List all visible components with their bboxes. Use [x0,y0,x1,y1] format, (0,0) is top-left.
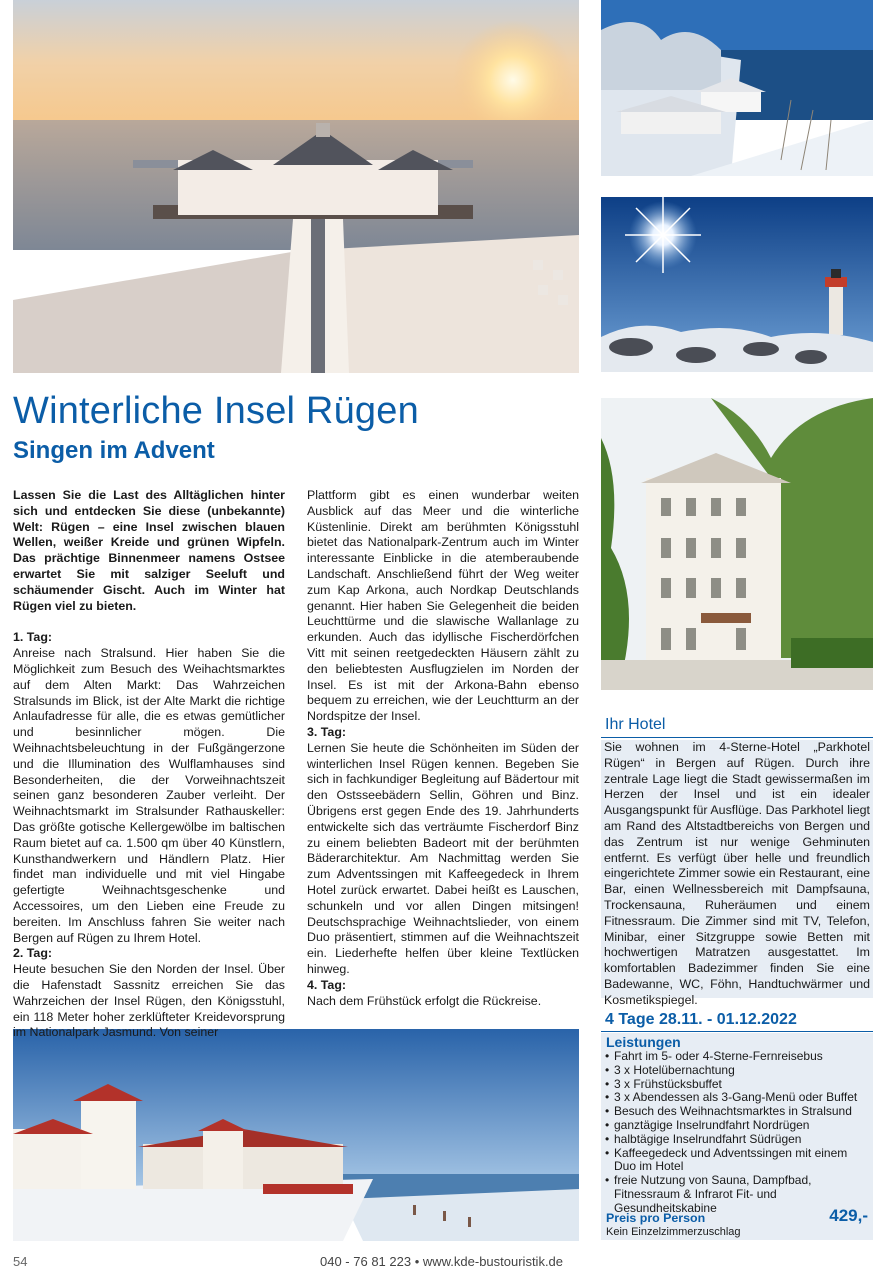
day-2-text-part-2: Plattform gibt es einen wunderbar weiten Ausblick auf das Meer und die winterliche Küstenlinie. Direkt am berühmten Königsstuhl bietet das Nationalpark-Zentrum auch im Winter interessante Einblicke in die atemberaubende Landschaft. Anschließend führt der Weg weiter zum Kap Arkona, auch Nordkap Deutschlands genannt. Hier haben Sie Gelegenheit die beiden Leuchttürme und die slawische Wallanlage zu erkunden. Auch das idyllische Fischerdörfchen Vitt mit seinen reetgedeckten Häusern zählt zu den beliebtesten Ausflugzielen im Norden der Insel. Es ist mit der Arkona-Bahn ebenso bequem zu erreichen, wie der Leuchtturm an der Nordspitze der Insel. [307,488,579,724]
trip-dates: 4 Tage 28.11. - 01.12.2022 [605,1011,797,1028]
photo-snowy-coast [601,0,873,176]
day-4-heading: 4. Tag: [307,977,347,992]
hotel-description: Sie wohnen im 4-Sterne-Hotel „Parkhotel Rügen“ in Bergen auf Rügen. Durch ihre zentrale Lage liegt die Stadt gewissermaßen im Herzen der Insel und ist ein idealer Ausgangspunkt für Ausflüge. Das Parkhotel liegt am Rand des Altstadtbereichs von Bergen und das Zentrum ist nur wenige Gehminuten entfernt. Es verfügt über helle und freundlich eingerichtete Zimmer sowie ein Restaurant, eine Bar, einen Wellnessbereich mit Dampfsauna, Trockensauna, Ruheräumen und einem Fitnessraum. Die Zimmer sind mit TV, Telefon, Minibar, einer Sitzgruppe sowie Betten mit hochwertigen Matratzen ausgestattet. Im komfortablen Badezimmer finden Sie eine Badewanne, WC, Föhn, Handtuchwärmer und Kosmetikspiegel. [604,740,870,1007]
services-heading: Leistungen [606,1034,681,1050]
day-1-text: Anreise nach Stralsund. Hier haben Sie die Möglichkeit zum Besuch des Weihachtsmarktes auf dem Alten Markt: Das Wahrzeichen Stralsunds im Blick, ist der Alte Markt die richtige Anlaufadresse für alle, die es etwas gemütlicher und besinnlicher mögen. Die Weihnachtsbeleuchtung in der Fußgängerzone und die Illumination des Wulflamhauses sind Besonderheiten, die der Vorweihnachtszeit seinen ganz besonderen Zauber verleiht. Der Weihnachtsmarkt im Stralsunder Rathauskeller: Das größte gotische Kellergewölbe im baltischen Raum bietet auf ca. 1.500 qm über 40 Künstlern, Kunsthandwerkern und Händlern Platz. Hier findet man individuelle und mit viel Hingabe gefertigte Weihnachtsgeschenke und Accessoires, um den Lieben eine Freude zu bereiten. Im Anschluss fahren Sie weiter nach Bergen auf Rügen zu Ihrem Hotel. [13,646,285,945]
price-note: Kein Einzelzimmerzuschlag [606,1226,741,1238]
photo-kurhaus-beach [13,1029,579,1241]
list-item: • Kaffeegedeck und Adventssingen mit einem Duo im Hotel [605,1147,869,1175]
list-item: • halbtägige Inselrundfahrt Südrügen [605,1133,869,1147]
hotel-description-box [601,740,873,1007]
day-4-text: Nach dem Frühstück erfolgt die Rückreise. [307,993,542,1008]
footer-contact: 040 - 76 81 223 • www.kde-bustouristik.de [320,1254,564,1269]
list-item: • 3 x Hotelübernachtung [605,1064,869,1078]
trip-dates-header [601,1010,873,1032]
day-3-heading: 3. Tag: [307,724,347,739]
page-title: Winterliche Insel Rügen [13,390,419,432]
list-item: • 3 x Abendessen als 3-Gang-Menü oder Buffet [605,1091,869,1105]
list-item: • Besuch des Weihnachtsmarktes in Stralsund [605,1105,869,1119]
list-item: • ganztägige Inselrundfahrt Nordrügen [605,1119,869,1133]
photo-lighthouse-winter [601,197,873,372]
article-column-2 [307,488,579,1009]
article-column-1 [13,488,285,1041]
day-2-heading: 2. Tag: [13,946,53,961]
list-item: • Fahrt im 5- oder 4-Sterne-Fernreisebus [605,1050,869,1064]
hotel-section-header [601,713,873,738]
intro-paragraph: Lassen Sie die Last des Alltäglichen hinter sich und entdecken Sie diese (unbekannte) Welt: Rügen – eine Insel zwischen blauen Wellen, weißer Kreide und grünen Wipfeln. Das prächtige Binnenmeer namens Ostsee erwartet Sie mit salziger Seeluft und schäumender Gischt. Auch im Winter hat Rügen viel zu bieten. [13,488,285,613]
hotel-heading: Ihr Hotel [605,716,666,733]
services-list [605,1050,869,1216]
day-3-text: Lernen Sie heute die Schönheiten im Süden der winterlichen Insel Rügen kennen. Begeben Sie sich in fachkundiger Begleitung auf Bädertour mit den Ostsseebädern Sellin, Göhren und Binz. Übrigens erst gegen Ende des 19. Jahrhunderts entwickelte sich das verträumte Fischerdorf Binz zu einem beliebten Badeort mit der berühmten Bäderarchitektur. Am Nachmittag werden Sie zum Adventssingen mit Kaffeegedeck in Ihrem Hotel zurück erwartet. Dabei heißt es Lauschen, schunkeln und vor allen Dingen mitsingen! Deutschsprachige Weihnachtslieder, von einem Duo präsentiert, stimmen auf die Weihnachtszeit ein. Liederhefte helfen über kleine Textlücken hinweg. [307,740,579,976]
page-number: 54 [13,1254,28,1269]
price-label: Preis pro Person [606,1211,706,1225]
photo-parkhotel [601,398,873,690]
photo-sellin-pier [13,0,579,373]
list-item: • 3 x Frühstücksbuffet [605,1078,869,1092]
day-2-text-part-1: Heute besuchen Sie den Norden der Insel. Über die Hafenstadt Sassnitz erreichen Sie das Wahrzeichen der Insel Rügen, den Königsstuhl, ein 118 Meter hoher zerklüfteter Kreidevorsprung im Nationalpark Jasmund. Von seiner [13,962,285,1040]
page-subtitle: Singen im Advent [13,437,215,464]
list-item: • freie Nutzung von Sauna, Dampfbad, Fitnessraum & Infrarot Fit- und Gesundheitskabine [605,1174,869,1215]
price-value: 429,- [829,1206,868,1225]
services-box [601,1033,873,1240]
day-1-heading: 1. Tag: [13,630,53,645]
